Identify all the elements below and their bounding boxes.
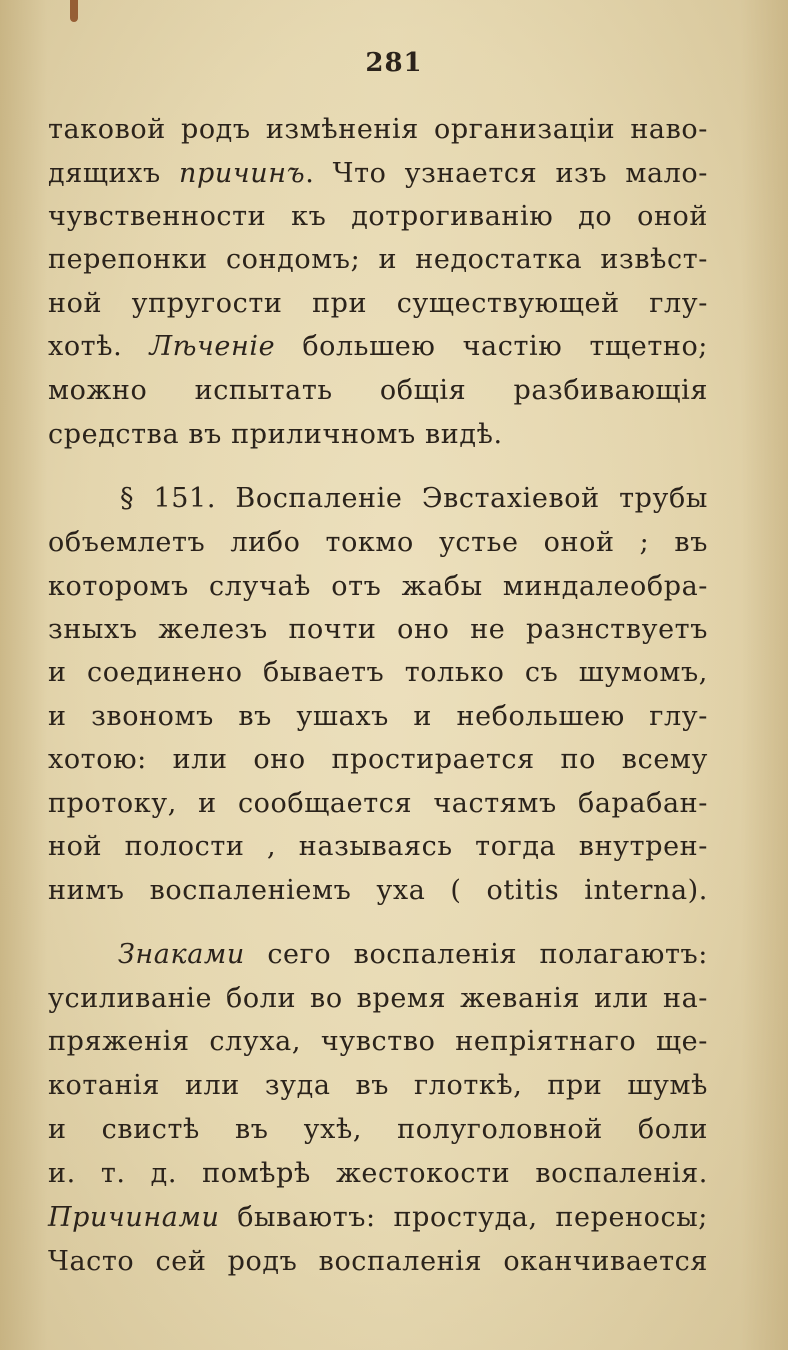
text-line: хотою: или оно простирается по всему (48, 744, 708, 775)
text-line: котанія или зуда въ глоткѣ, при шумѣ (48, 1070, 708, 1101)
text-line: протоку, и сообщается частямъ барабан- (48, 788, 708, 819)
text-line: Причинами бываютъ: простуда, переносы; (48, 1202, 708, 1233)
text-line: таковой родъ измѣненія организаціи наво- (48, 114, 708, 145)
text-line: ной упругости при существующей глу- (48, 288, 708, 319)
text-line: ной полости , называясь тогда внутрен- (48, 831, 708, 862)
text-line: хотѣ. Лѣченіе большею частію тщетно; (48, 331, 709, 362)
text-line: Знаками сего воспаленія полагаютъ: (118, 939, 708, 970)
text-line: дящихъ причинъ. Что узнается изъ мало- (48, 158, 708, 189)
text-line: чувственности къ дотрогиванію до оной (48, 201, 708, 232)
text-line: нимъ воспаленіемъ уха ( otitis interna). (48, 875, 708, 906)
text-line: перепонки сондомъ; и недостатка извѣст- (48, 244, 708, 275)
page-number: 281 (365, 48, 423, 78)
text-line: Часто сей родъ воспаленія оканчивается (48, 1246, 708, 1277)
text-line: объемлетъ либо токмо устье оной ; въ (48, 527, 708, 558)
text-line: усиливаніе боли во время жеванія или на- (48, 983, 708, 1014)
text-line: и соединено бываетъ только съ шумомъ, (48, 657, 708, 688)
text-line: пряженія слуха, чувство непріятнаго ще- (48, 1026, 708, 1057)
text-line: которомъ случаѣ отъ жабы миндалеобра- (48, 571, 708, 602)
text-line: средства въ приличномъ видѣ. (48, 419, 503, 450)
text-line: и свистѣ въ ухѣ, полуголовной боли (48, 1114, 708, 1145)
text-line: и. т. д. помѣрѣ жестокости воспаленія. (48, 1158, 708, 1189)
text-line: зныхъ железъ почти оно не разнствуетъ (48, 614, 708, 645)
text-line: можно испытать общія разбивающія (48, 375, 708, 406)
text-line: и звономъ въ ушахъ и небольшею глу- (48, 701, 708, 732)
page-stain (70, 0, 78, 22)
text-line: § 151. Воспаленіе Эвстахіевой трубы (120, 483, 708, 514)
